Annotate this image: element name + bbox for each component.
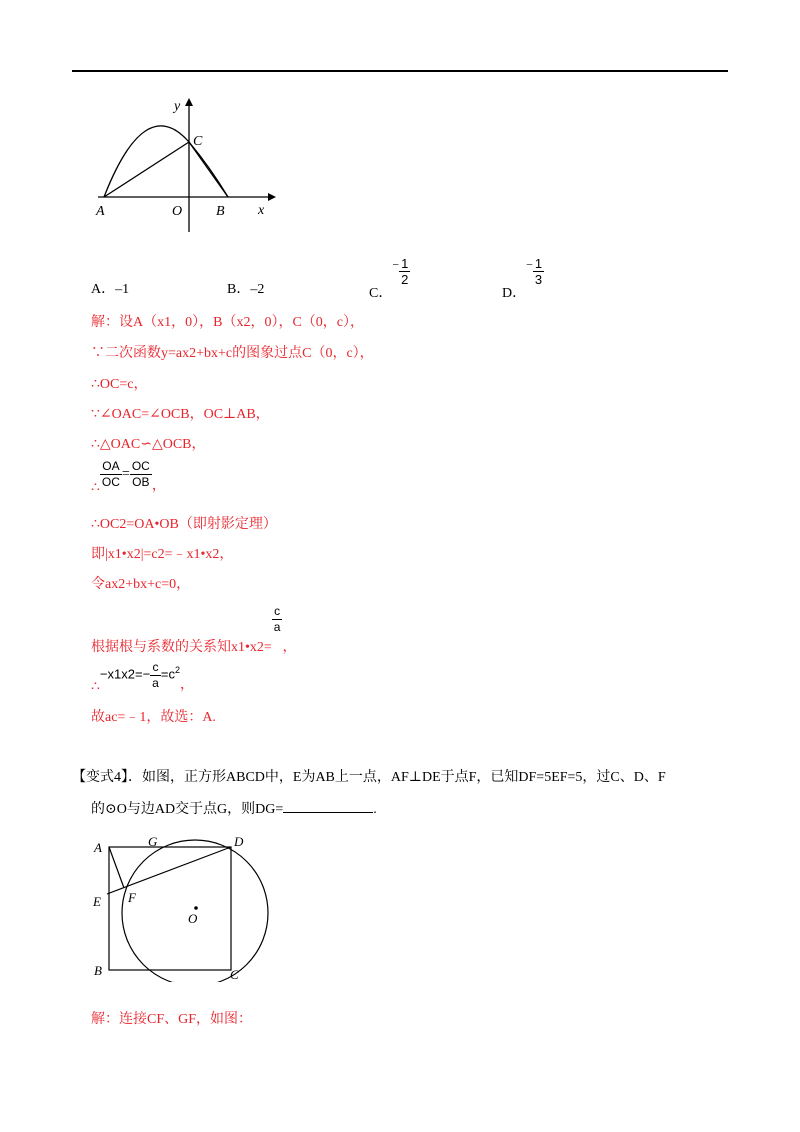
solution1-line11 (91, 660, 194, 696)
solution1-line10 (91, 604, 296, 656)
problem2-text1: ．如图，正方形ABCD中，E为AB上一点，AF⊥DE于点F，已知DF=5EF=5，过C、D、F (128, 770, 666, 785)
product-exp: 2 (174, 665, 180, 676)
fig2-label-o: O (188, 911, 198, 926)
square-circle-figure (90, 832, 280, 982)
ratio-oc2: OC (131, 459, 150, 473)
option-d[interactable] (502, 256, 544, 302)
ratio-tail: ， (151, 478, 166, 494)
solution1-line5: ∴△OAC∽△OCB， (91, 437, 206, 452)
center-point (194, 906, 198, 910)
fig2-label-b: B (94, 963, 102, 978)
x-axis-arrow (268, 193, 276, 201)
product-sign: − (142, 666, 151, 682)
square-abcd (109, 847, 231, 970)
solution1-line7: ∴OC2=OA•OB（即射影定理） (91, 517, 277, 532)
fig2-label-a: A (94, 840, 102, 855)
option-c-fraction (399, 256, 410, 287)
option-d-fraction (533, 256, 544, 287)
label-y: y (174, 99, 181, 114)
fig2-label-e: E (93, 894, 101, 909)
label-x: x (258, 203, 265, 218)
label-a: A (96, 204, 105, 219)
product-fraction (150, 660, 161, 691)
option-c-sign: − (392, 257, 400, 272)
problem2-end: . (373, 802, 377, 817)
ratio-oa: OA (100, 459, 122, 475)
vieta-text: 根据根与系数的关系知x1•x2= (91, 640, 272, 655)
header-rule (72, 70, 728, 72)
vieta-num: c (272, 604, 283, 620)
label-o: O (172, 204, 183, 219)
solution1-line12: 故ac=﹣1，故选：A. (91, 710, 216, 725)
option-c-num: 1 (401, 256, 409, 271)
ratio-oc: OC (101, 475, 120, 489)
solution1-line1: 解：设A（x1，0），B（x2，0），C（0，c）， (91, 315, 364, 330)
vieta-tail: ， (282, 640, 297, 655)
problem2-line2 (91, 798, 377, 818)
label-b: B (216, 204, 225, 219)
option-d-num: 1 (534, 256, 543, 271)
option-c[interactable] (369, 256, 410, 302)
option-d-den: 3 (534, 272, 543, 287)
segment-cb (189, 142, 228, 197)
product-expression: −x1x2= (99, 666, 143, 682)
y-axis-arrow (185, 98, 193, 106)
fig2-label-d: D (234, 834, 244, 849)
problem2-text2: 的⊙O与边AD交于点G，则DG= (91, 802, 284, 817)
solution1-line6 (91, 459, 166, 497)
option-d-sign: − (526, 257, 533, 272)
option-d-prefix: D． (502, 285, 527, 301)
segment-ed (107, 847, 231, 894)
option-c-prefix: C． (369, 285, 393, 301)
problem2-line1 (72, 766, 666, 786)
parabola-figure (90, 92, 290, 232)
therefore-symbol: ∴ (91, 480, 100, 496)
problem2-tag: 【变式4】 (72, 770, 128, 785)
solution1-line8: 即|x1•x2|=c2=﹣x1•x2， (91, 547, 234, 562)
vieta-fraction (272, 604, 283, 635)
therefore-symbol-2: ∴ (91, 679, 100, 695)
vieta-den: a (273, 620, 281, 634)
option-b[interactable]: B．‒2 (227, 282, 265, 297)
ratio-oc-ob (130, 459, 152, 490)
parabola-curve (104, 126, 228, 197)
product-tail: ， (179, 677, 194, 693)
ratio-ob: OB (132, 475, 150, 489)
product-num: c (150, 660, 161, 676)
product-den: a (152, 676, 159, 690)
segment-af (109, 847, 124, 888)
solution1-line9: 令ax2+bx+c=0， (91, 577, 191, 592)
solution1-line3: ∴OC=c， (91, 377, 148, 392)
solution2-line1: 解：连接CF、GF，如图： (91, 1012, 253, 1027)
fig2-label-f: F (128, 890, 136, 905)
label-c: C (193, 134, 203, 149)
solution1-line4: ∵∠OAC=∠OCB，OC⊥AB， (91, 407, 270, 422)
option-c-den: 2 (401, 272, 409, 287)
fig2-label-g: G (148, 834, 158, 849)
answer-blank[interactable] (283, 798, 373, 813)
product-c: =c (160, 666, 175, 682)
fig2-label-c: C (230, 967, 239, 982)
solution1-line2: ∵二次函数y=ax2+bx+c的图象过点C（0，c）， (91, 346, 374, 361)
option-a[interactable]: A．‒1 (91, 282, 130, 297)
ratio-equals: = (121, 466, 130, 482)
ratio-oa-oc (100, 459, 122, 490)
